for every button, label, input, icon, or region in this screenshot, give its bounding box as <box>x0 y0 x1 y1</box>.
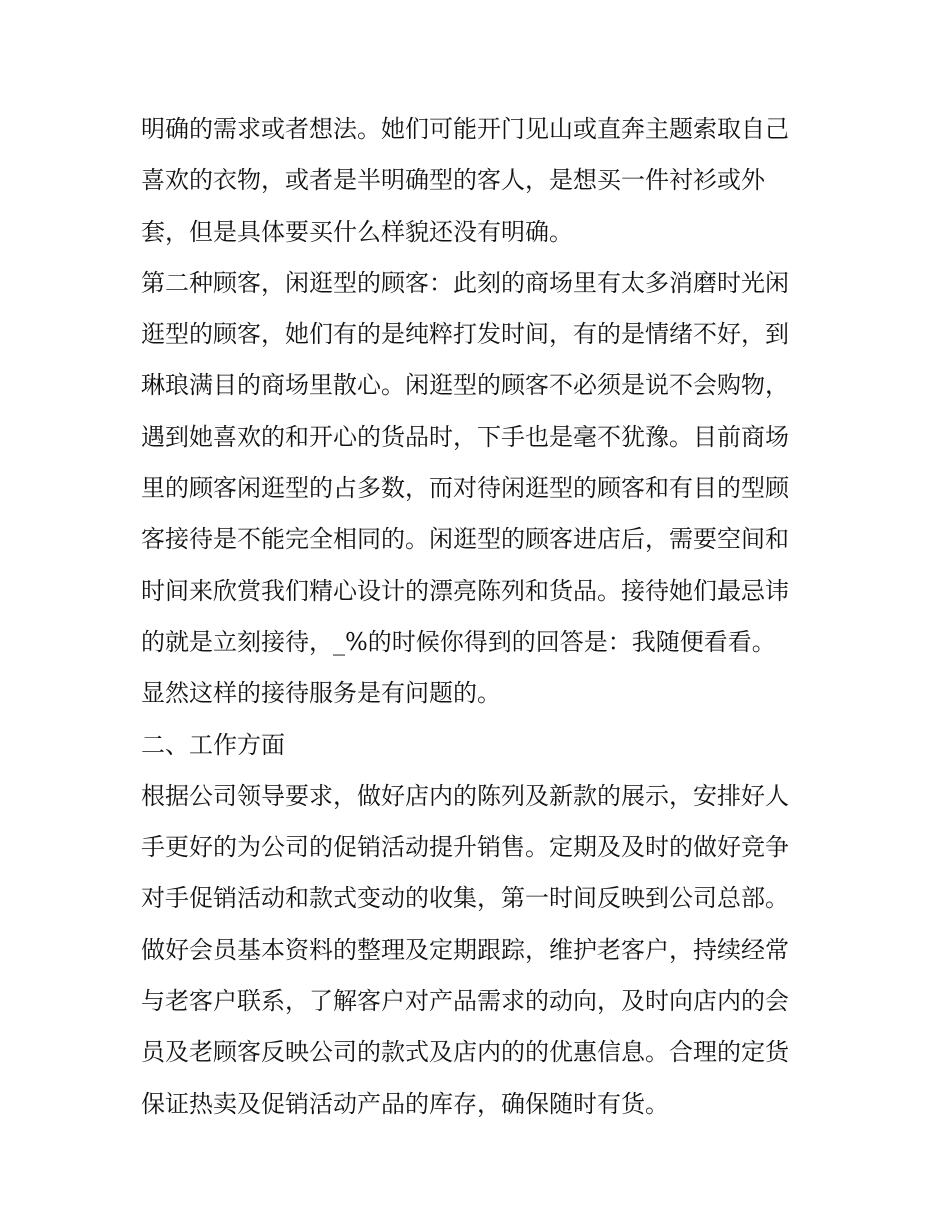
text-line: 的就是立刻接待，_%的时候你得到的回答是：我随便看看。 <box>141 627 776 656</box>
text-line: 对手促销活动和款式变动的收集，第一时间反映到公司总部。 <box>141 884 789 913</box>
text-line: 琳琅满目的商场里散心。闲逛型的顾客不必须是说不会购物， <box>141 371 789 400</box>
text-line: 做好会员基本资料的整理及定期跟踪，维护老客户，持续经常 <box>141 935 789 964</box>
text-line: 里的顾客闲逛型的占多数，而对待闲逛型的顾客和有目的型顾 <box>141 474 789 503</box>
text-line: 客接待是不能完全相同的。闲逛型的顾客进店后，需要空间和 <box>141 525 789 554</box>
text-line: 员及老顾客反映公司的款式及店内的的优惠信息。合理的定货 <box>141 1038 789 1067</box>
text-line: 保证热卖及促销活动产品的库存，确保随时有货。 <box>141 1089 669 1118</box>
text-line: 时间来欣赏我们精心设计的漂亮陈列和货品。接待她们最忌讳 <box>141 576 789 605</box>
text-line: 根据公司领导要求，做好店内的陈列及新款的展示，安排好人 <box>141 781 789 810</box>
document-body <box>141 104 821 1130</box>
text-line: 第二种顾客，闲逛型的顾客：此刻的商场里有太多消磨时光闲 <box>141 268 789 297</box>
section-heading: 二、工作方面 <box>141 730 285 759</box>
text-line: 逛型的顾客，她们有的是纯粹打发时间，有的是情绪不好，到 <box>141 320 789 349</box>
text-line: 喜欢的衣物，或者是半明确型的客人，是想买一件衬衫或外 <box>141 166 765 195</box>
text-line: 明确的需求或者想法。她们可能开门见山或直奔主题索取自己 <box>141 115 789 143</box>
text-line: 显然这样的接待服务是有问题的。 <box>141 679 501 708</box>
text-line: 与老客户联系，了解客户对产品需求的动向，及时向店内的会 <box>141 987 789 1016</box>
text-line: 手更好的为公司的促销活动提升销售。定期及及时的做好竞争 <box>141 833 789 862</box>
text-line: 套，但是具体要买什么样貌还没有明确。 <box>141 217 573 246</box>
text-line: 遇到她喜欢的和开心的货品时，下手也是毫不犹豫。目前商场 <box>141 422 789 451</box>
